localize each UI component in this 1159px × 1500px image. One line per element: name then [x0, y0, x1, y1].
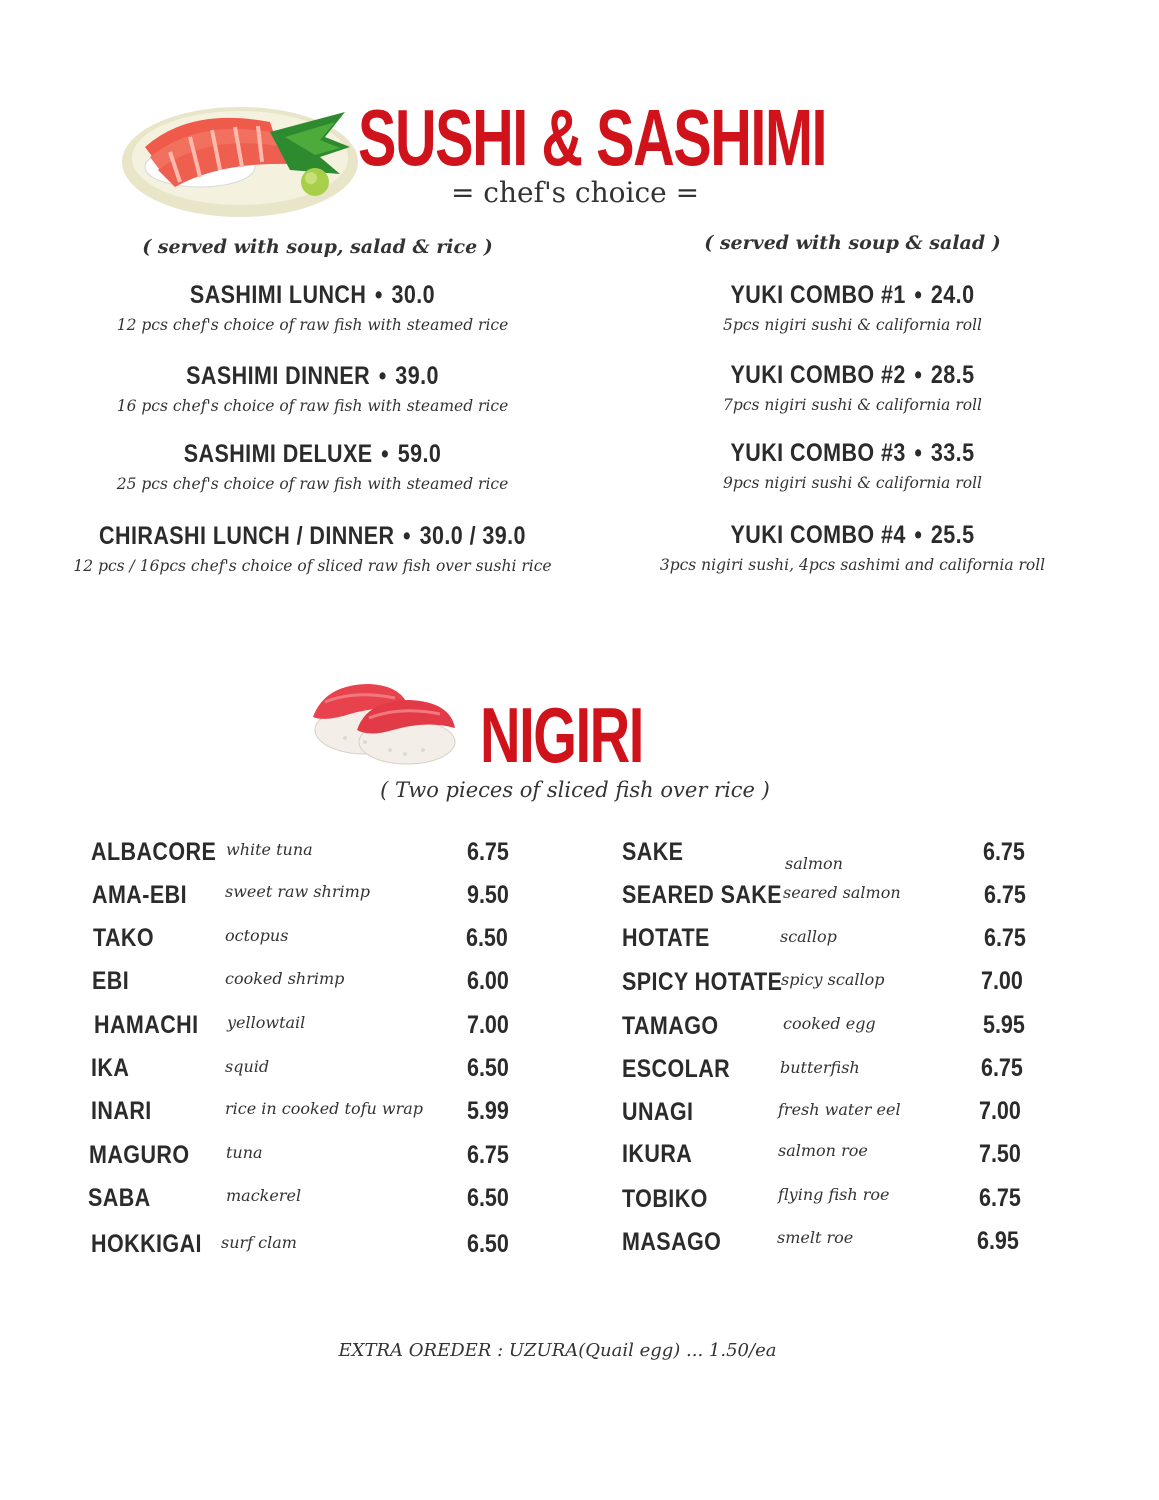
nigiri-name: MASAGO [622, 1228, 722, 1256]
item-price: 28.5 [930, 361, 975, 389]
nigiri-description: smelt roe [777, 1228, 854, 1247]
nigiri-name: MAGURO [89, 1141, 190, 1169]
item-description: 12 pcs / 16pcs chef's choice of sliced raw fish over sushi rice [73, 557, 552, 575]
item-description: 9pcs nigiri sushi & california roll [722, 474, 983, 492]
nigiri-price: 5.95 [983, 1011, 1025, 1039]
separator-dot: • [914, 361, 923, 389]
nigiri-price: 9.50 [467, 881, 509, 909]
nigiri-description: fresh water eel [778, 1100, 901, 1119]
nigiri-description: tuna [226, 1143, 263, 1162]
item-name: YUKI COMBO #2 [730, 361, 906, 389]
nigiri-description: seared salmon [783, 883, 901, 902]
nigiri-subtitle: ( Two pieces of sliced fish over rice ) [380, 778, 770, 802]
item-price: 39.0 [395, 362, 439, 390]
nigiri-price: 6.75 [467, 838, 509, 866]
nigiri-price: 7.00 [467, 1011, 509, 1039]
menu-item [585, 281, 1120, 334]
nigiri-price: 6.75 [984, 881, 1026, 909]
nigiri-description: salmon roe [778, 1141, 868, 1160]
menu-item [40, 362, 585, 415]
nigiri-name: TOBIKO [622, 1185, 708, 1213]
separator-dot: • [381, 440, 390, 468]
nigiri-name: SAKE [622, 838, 684, 866]
nigiri-name: TAMAGO [622, 1012, 719, 1040]
item-name: YUKI COMBO #3 [730, 439, 906, 467]
extra-order-note: EXTRA OREDER : UZURA(Quail egg) ... 1.50/ea [338, 1340, 777, 1361]
item-name: SASHIMI LUNCH [189, 281, 367, 309]
nigiri-description: white tuna [226, 840, 313, 859]
item-description: 5pcs nigiri sushi & california roll [722, 316, 983, 334]
nigiri-icon [305, 672, 460, 767]
item-description: 25 pcs chef's choice of raw fish with steamed rice [116, 475, 509, 493]
nigiri-price: 6.75 [981, 1054, 1023, 1082]
nigiri-price: 6.75 [984, 924, 1026, 952]
served-note-left: ( served with soup, salad & rice ) [142, 236, 493, 258]
nigiri-description: surf clam [221, 1233, 297, 1252]
item-name: YUKI COMBO #1 [730, 281, 906, 309]
menu-item [40, 440, 585, 493]
item-description: 3pcs nigiri sushi, 4pcs sashimi and california roll [659, 556, 1046, 574]
item-price: 59.0 [397, 440, 442, 468]
separator-dot: • [378, 362, 387, 390]
nigiri-description: sweet raw shrimp [225, 882, 371, 901]
menu-item [40, 281, 585, 334]
nigiri-name: HOTATE [622, 924, 710, 952]
nigiri-price: 6.75 [979, 1184, 1021, 1212]
nigiri-description: cooked egg [783, 1014, 876, 1033]
item-name: SASHIMI DELUXE [183, 440, 373, 468]
nigiri-price: 7.00 [979, 1097, 1021, 1125]
nigiri-name: UNAGI [622, 1098, 694, 1126]
nigiri-price: 6.75 [983, 838, 1025, 866]
nigiri-price: 6.50 [467, 1054, 509, 1082]
nigiri-price: 6.75 [467, 1141, 509, 1169]
nigiri-description: flying fish roe [778, 1185, 890, 1204]
nigiri-price: 7.50 [979, 1140, 1021, 1168]
nigiri-description: spicy scallop [781, 970, 885, 989]
nigiri-description: mackerel [226, 1186, 302, 1205]
nigiri-description: octopus [225, 926, 289, 945]
nigiri-price: 5.99 [467, 1097, 509, 1125]
item-description: 16 pcs chef's choice of raw fish with steamed rice [116, 397, 509, 415]
item-name: SASHIMI DINNER [186, 362, 371, 390]
separator-dot: • [403, 522, 411, 550]
menu-item [585, 439, 1120, 492]
separator-dot: • [914, 281, 923, 309]
nigiri-description: yellowtail [227, 1013, 306, 1032]
nigiri-name: TAKO [93, 924, 155, 952]
nigiri-price: 6.50 [466, 924, 508, 952]
item-description: 7pcs nigiri sushi & california roll [722, 396, 983, 414]
nigiri-price: 7.00 [981, 967, 1023, 995]
separator-dot: • [914, 439, 923, 467]
nigiri-name: SABA [88, 1184, 151, 1212]
nigiri-name: IKA [91, 1054, 130, 1082]
item-price: 30.0 [391, 281, 436, 309]
nigiri-description: rice in cooked tofu wrap [225, 1099, 424, 1118]
nigiri-description: salmon [785, 854, 843, 873]
menu-item [40, 522, 585, 575]
nigiri-name: INARI [91, 1097, 152, 1125]
nigiri-name: ALBACORE [91, 838, 217, 866]
separator-dot: • [374, 281, 383, 309]
item-price: 33.5 [930, 439, 975, 467]
nigiri-description: squid [225, 1057, 270, 1076]
nigiri-name: IKURA [622, 1140, 693, 1168]
nigiri-name: SEARED SAKE [622, 881, 783, 909]
page-title: SUSHI & SASHIMI [358, 93, 827, 182]
nigiri-name: SPICY HOTATE [622, 968, 783, 996]
menu-item [585, 361, 1120, 414]
separator-dot: • [914, 521, 923, 549]
nigiri-price: 6.95 [977, 1227, 1019, 1255]
page-subtitle: = chef's choice = [450, 176, 700, 209]
menu-item [585, 521, 1120, 574]
nigiri-name: ESCOLAR [622, 1055, 731, 1083]
nigiri-name: HOKKIGAI [91, 1230, 202, 1258]
nigiri-name: EBI [92, 967, 130, 995]
item-price: 30.0 / 39.0 [419, 522, 526, 550]
served-note-right: ( served with soup & salad ) [704, 232, 1001, 254]
nigiri-title: NIGIRI [480, 691, 643, 779]
nigiri-name: HAMACHI [94, 1011, 199, 1039]
nigiri-description: cooked shrimp [225, 969, 345, 988]
nigiri-price: 6.50 [467, 1184, 509, 1212]
item-price: 24.0 [930, 281, 975, 309]
nigiri-description: butterfish [780, 1058, 860, 1077]
item-name: YUKI COMBO #4 [730, 521, 906, 549]
nigiri-description: scallop [780, 927, 837, 946]
nigiri-name: AMA-EBI [92, 881, 187, 909]
item-description: 12 pcs chef's choice of raw fish with steamed rice [116, 316, 509, 334]
item-name: CHIRASHI LUNCH / DINNER [99, 522, 395, 550]
nigiri-price: 6.50 [467, 1230, 509, 1258]
item-price: 25.5 [930, 521, 975, 549]
nigiri-price: 6.00 [467, 967, 509, 995]
